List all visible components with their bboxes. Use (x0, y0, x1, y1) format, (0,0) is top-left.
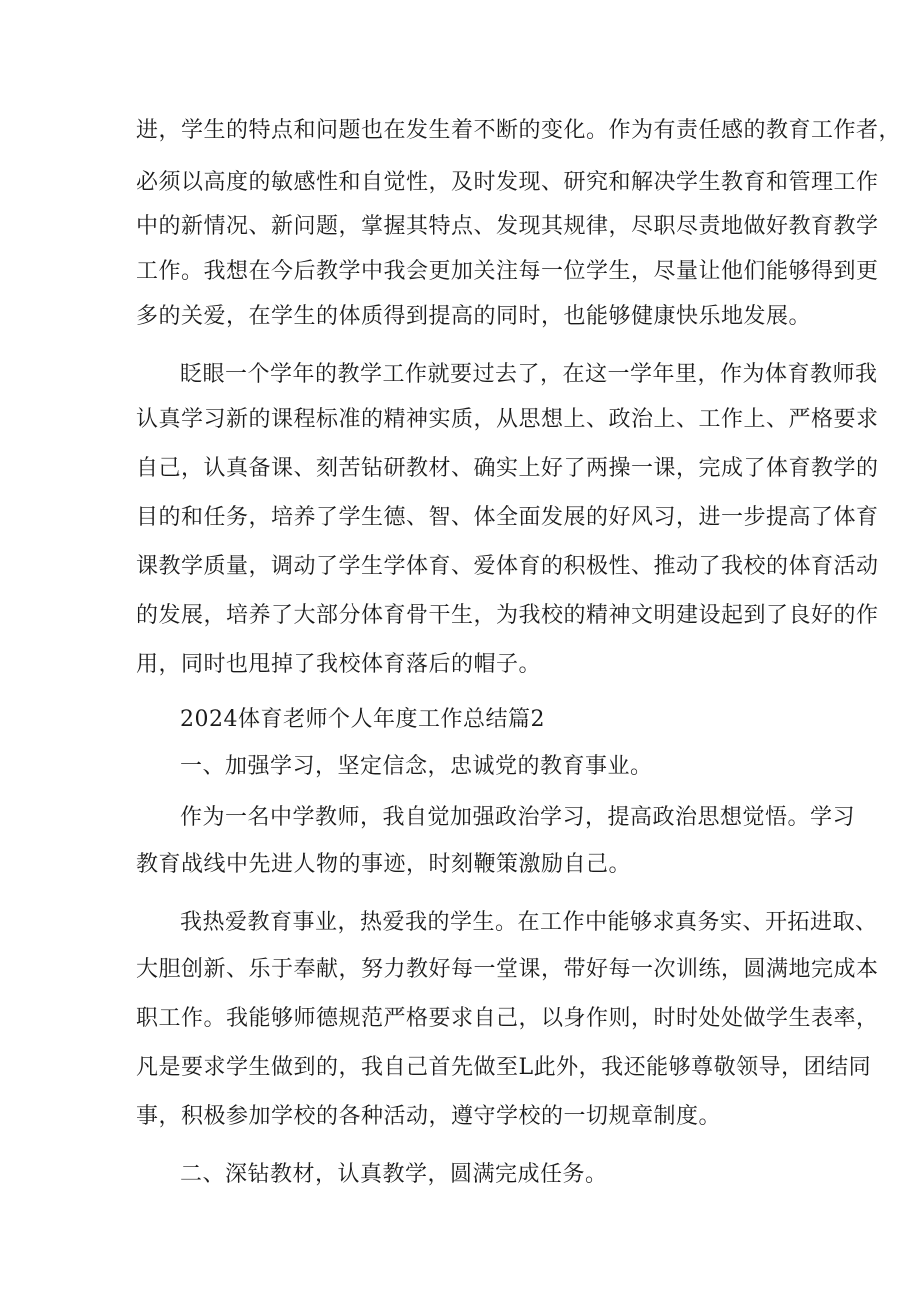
text-line: 事，积极参加学校的各种活动，遵守学校的一切规章制度。 (136, 1104, 722, 1129)
text-line: 职工作。我能够师德规范严格要求自己，以身作则，时时处处做学生表率， (136, 1006, 879, 1031)
text-line: 自己，认真备课、刻苦钻研教材、确实上好了两操一课，完成了体育教学的 (136, 456, 879, 481)
section-heading: 一、加强学习，坚定信念，忠诚党的教育事业。 (180, 754, 653, 779)
text-line: 的发展，培养了大部分体育骨干生，为我校的精神文明建设起到了良好的作 (136, 603, 879, 628)
section-heading: 二、深钻教材，认真教学，圆满完成任务。 (180, 1162, 608, 1187)
text-line: 工作。我想在今后教学中我会更加关注每一位学生，尽量让他们能够得到更 (136, 259, 879, 284)
text-line: 用，同时也甩掉了我校体育落后的帽子。 (136, 652, 542, 677)
text-line: 教育战线中先进人物的事迹，时刻鞭策激励自己。 (136, 852, 632, 877)
text-line: 认真学习新的课程标准的精神实质，从思想上、政治上、工作上、严格要求 (136, 407, 879, 432)
text-line: 中的新情况、新问题，掌握其特点、发现其规律，尽职尽责地做好教育教学 (136, 214, 879, 239)
text-line: 课教学质量，调动了学生学体育、爱体育的积极性、推动了我校的体育活动 (136, 554, 879, 579)
text-line: 眨眼一个学年的教学工作就要过去了，在这一学年里，作为体育教师我 (180, 362, 878, 387)
text-line: 进，学生的特点和问题也在发生着不断的变化。作为有责任感的教育工作者， (136, 118, 902, 143)
text-line: 多的关爱，在学生的体质得到提高的同时，也能够健康快乐地发展。 (136, 304, 812, 329)
text-line: 我热爱教育事业，热爱我的学生。在工作中能够求真务实、开拓进取、 (180, 910, 878, 935)
text-line: 必须以高度的敏感性和自觉性，及时发现、研究和解决学生教育和管理工作 (136, 170, 879, 195)
text-line: 大胆创新、乐于奉献，努力教好每一堂课，带好每一次训练，圆满地完成本 (136, 957, 879, 982)
text-line: 目的和任务，培养了学生德、智、体全面发展的好风习，进一步提高了体育 (136, 505, 879, 530)
section-title: 2024体育老师个人年度工作总结篇2 (180, 707, 545, 732)
text-line: 凡是要求学生做到的，我自己首先做至L此外，我还能够尊敬领导，团结同 (136, 1055, 872, 1080)
text-line: 作为一名中学教师，我自觉加强政治学习，提高政治思想觉悟。学习 (180, 805, 856, 830)
